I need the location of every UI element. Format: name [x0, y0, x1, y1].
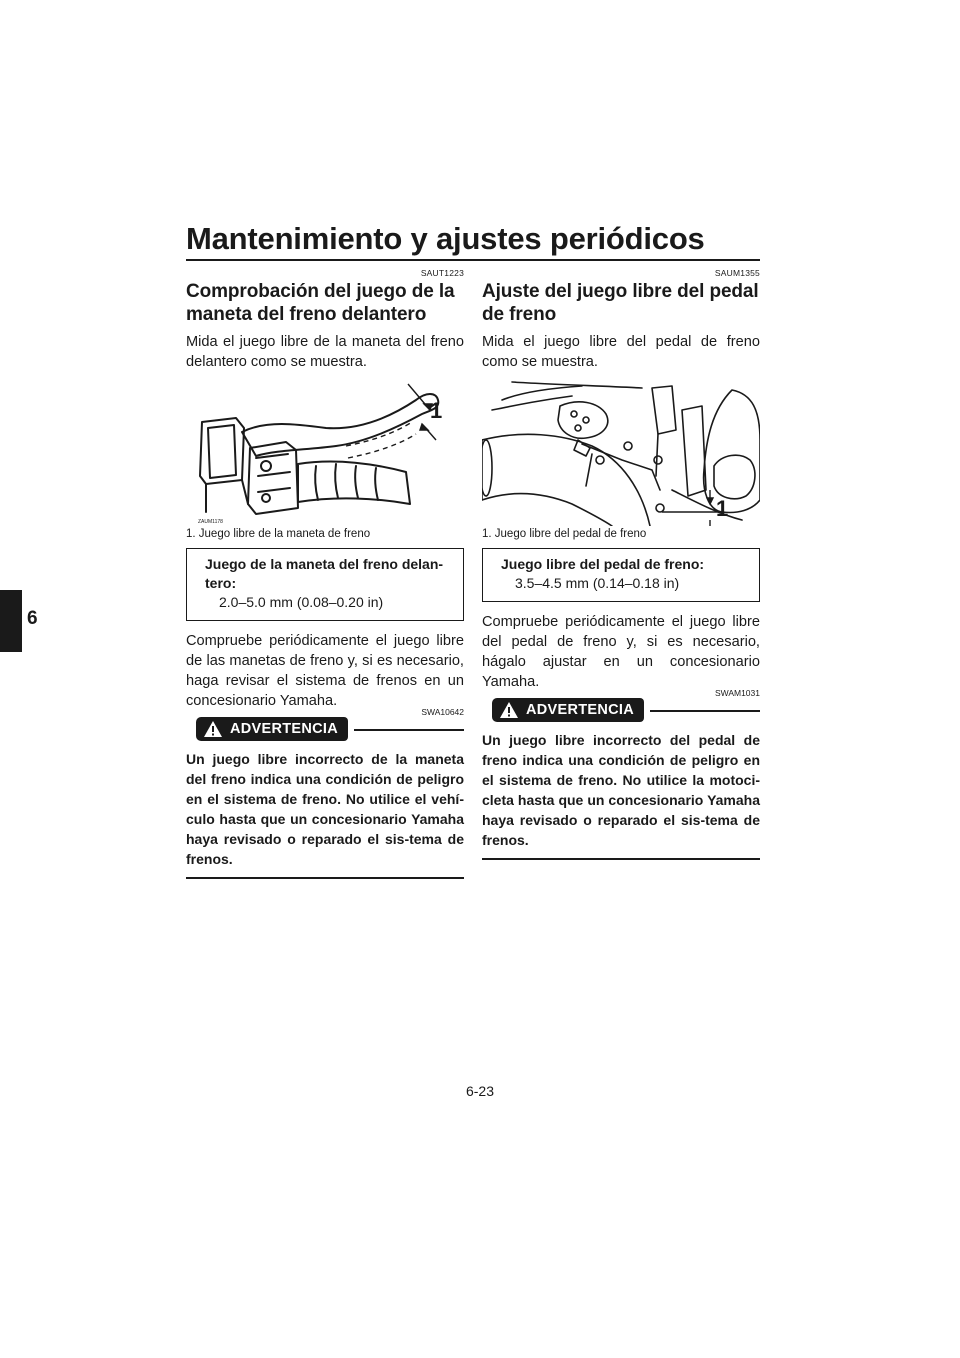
figure-caption: 1. Juego libre de la maneta de freno: [186, 528, 371, 540]
section-code: SAUT1223: [420, 268, 464, 278]
page-number: 6-23: [465, 1083, 495, 1099]
brake-pedal-figure: [482, 380, 760, 526]
figure-callout: 1: [716, 496, 729, 521]
warning-rule: [650, 710, 760, 712]
figure-caption: 1. Juego libre del pedal de freno: [482, 528, 647, 540]
section-heading: Ajuste del juego libre del pedal de freno: [482, 281, 759, 325]
figure-code: ZAUM1178: [198, 519, 223, 525]
spec-label: Juego de la maneta del freno delan-tero:: [205, 556, 444, 591]
warning-end-rule: [482, 858, 760, 860]
warning-label: ADVERTENCIA: [230, 721, 339, 737]
page-title: Mantenimiento y ajustes periódicos: [186, 221, 705, 256]
warning-header: [482, 688, 760, 724]
brake-lever-illustration: [186, 380, 464, 526]
brake-pedal-illustration: [482, 380, 760, 526]
warning-triangle-icon: [498, 699, 520, 721]
warning-code: SWA10642: [421, 707, 464, 717]
section-code: SAUM1355: [714, 268, 760, 278]
warning-label: ADVERTENCIA: [526, 702, 635, 718]
right-column: [482, 268, 760, 860]
warning-code: SWAM1031: [714, 688, 760, 698]
body-text: Compruebe periódicamente el juego libre del pedal de freno y, si es necesario, hágalo ajustar en un concesionario Yamaha.: [482, 614, 760, 690]
chapter-number: 6: [27, 608, 38, 629]
warning-text: Un juego libre incorrecto del pedal de freno indica una condición de peligro en el sistema de freno. No utilice la motoci-cleta hasta que un concesionario Yamaha haya revisado o reparado el sis-tema de frenos.: [482, 732, 760, 848]
chapter-tab: [0, 590, 22, 652]
spec-value: 2.0–5.0 mm (0.08–0.20 in): [219, 594, 384, 610]
brake-lever-figure: [186, 380, 464, 526]
warning-triangle-icon: [202, 718, 224, 740]
body-text: Compruebe periódicamente el juego libre de las manetas de freno y, si es necesario, haga revisar el sistema de frenos en un concesionario Yamaha.: [186, 633, 464, 709]
warning-rule: [354, 729, 464, 731]
left-column: [186, 268, 464, 879]
title-rule: [186, 259, 760, 261]
warning-end-rule: [186, 877, 464, 879]
warning-header: [186, 707, 464, 743]
spec-label: Juego libre del pedal de freno:: [501, 556, 705, 572]
spec-box: [186, 548, 464, 621]
figure-callout: 1: [430, 398, 443, 423]
warning-text: Un juego libre incorrecto de la maneta del freno indica una condición de peligro en el sistema de freno. No utilice el vehí-culo hasta que un concesionario Yamaha haya revisado o reparado el sis-tema de frenos.: [186, 751, 464, 867]
intro-text: Mida el juego libre de la maneta del freno delantero como se muestra.: [186, 334, 464, 370]
section-heading: Comprobación del juego de la maneta del freno delantero: [186, 281, 455, 325]
warning-badge: [492, 698, 644, 722]
spec-value: 3.5–4.5 mm (0.14–0.18 in): [515, 575, 680, 591]
intro-text: Mida el juego libre del pedal de freno como se muestra.: [482, 334, 760, 370]
spec-box: [482, 548, 760, 602]
warning-badge: [196, 717, 348, 741]
